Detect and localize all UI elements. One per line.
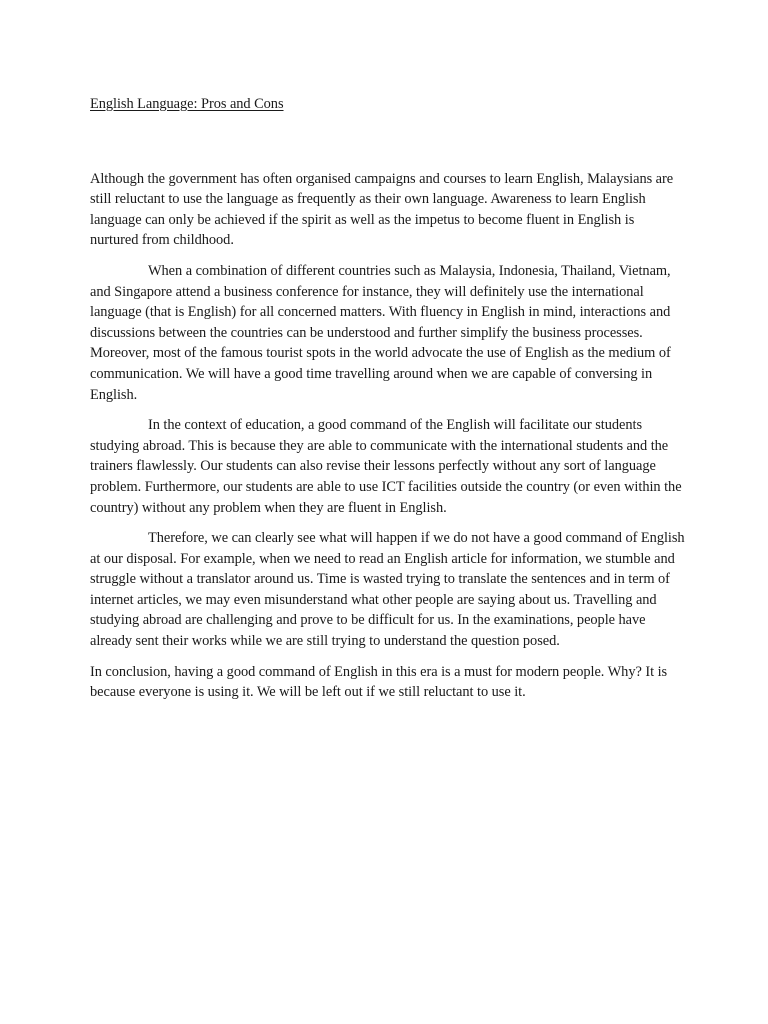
paragraph-business: When a combination of different countries such as Malaysia, Indonesia, Thailand, Vietnam, and Singapore attend a business conference for instance, they will definitely use the international language (that is English) for all concerned matters. With fluency in English in mind, interactions and discussions between the countries can be understood and further simplify the business processes. Moreover, most of the famous tourist spots in the world advocate the use of English as the medium of communication. We will have a good time travelling around when we are capable of conversing in English.: [90, 262, 671, 403]
paragraph-consequences: Therefore, we can clearly see what will happen if we do not have a good command of English at our disposal. For example, when we need to read an English article for information, we stumble and struggle without a translator around us. Time is wasted trying to translate the sentences and in term of internet articles, we may even misunderstand what other people are saying about us. Travelling and studying abroad are challenging and prove to be difficult for us. In the examinations, people have already sent their works while we are still trying to understand the question posed.: [90, 530, 685, 650]
document-body: [90, 94, 686, 713]
document-title: English Language: Pros and Cons: [90, 96, 284, 112]
paragraph-conclusion: In conclusion, having a good command of English in this era is a must for modern people. Why? It is because everyone is using it. We will be left out if we still reluctant to use it.: [90, 663, 668, 701]
paragraph-intro: Although the government has often organised campaigns and courses to learn English, Malaysians are still reluctant to use the language as frequently as their own language. Awareness to learn English language can only be achieved if the spirit as well as the impetus to become fluent in English is nurtured from childhood.: [90, 170, 674, 249]
paragraph-education: In the context of education, a good command of the English will facilitate our students studying abroad. This is because they are able to communicate with the international students and the trainers flawlessly. Our students can also revise their lessons perfectly without any sort of language problem. Furthermore, our students are able to use ICT facilities outside the country (or even within the country) without any problem when they are fluent in English.: [90, 417, 682, 516]
